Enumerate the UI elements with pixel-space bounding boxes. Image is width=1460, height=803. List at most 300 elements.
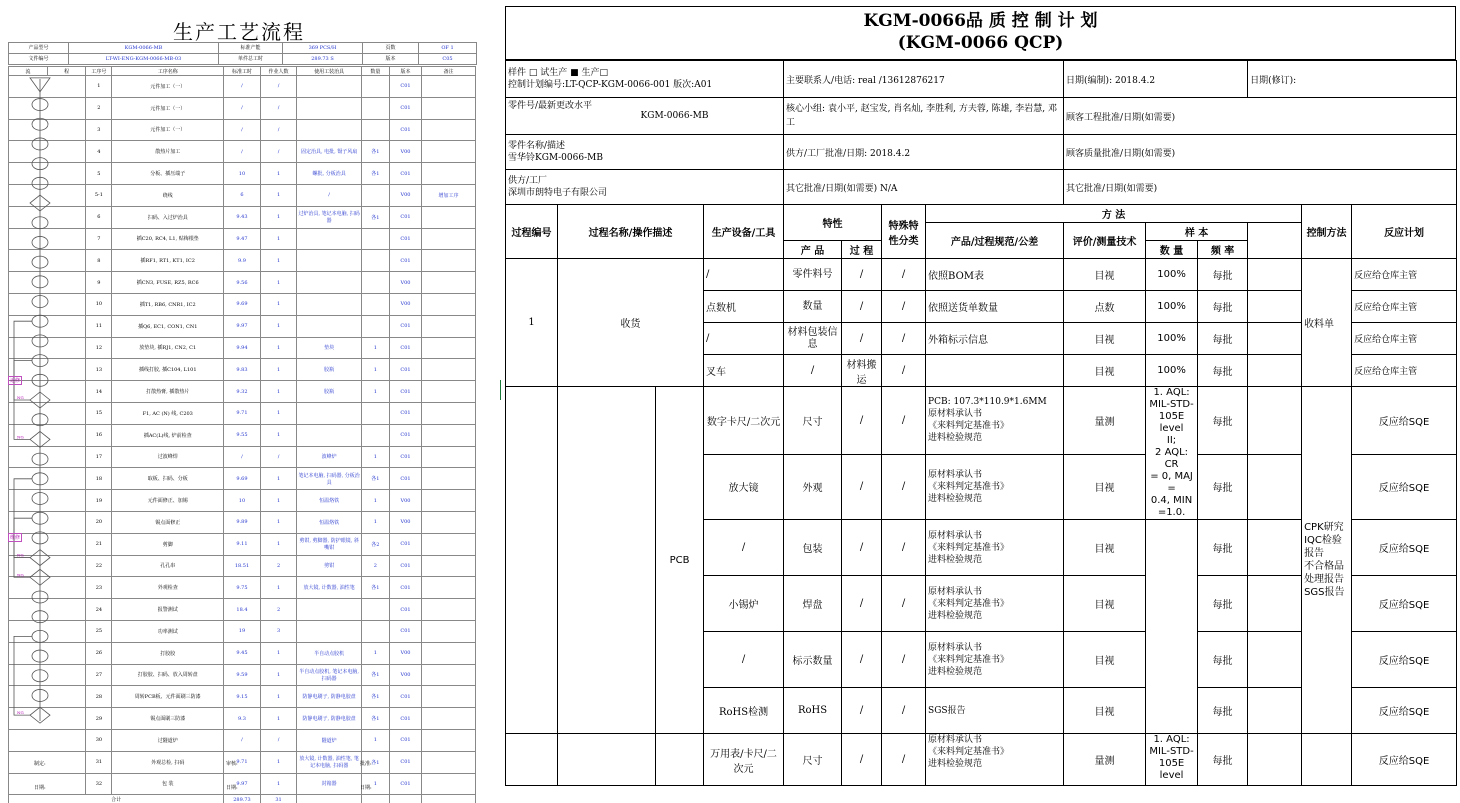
flow-step-cell <box>361 250 389 272</box>
flow-step-cell <box>297 272 362 294</box>
flow-step-cell: 插Q6, EC1, CON1, CN1 <box>112 315 224 337</box>
flow-step-cell: / <box>224 119 261 141</box>
flow-step-cell <box>422 76 476 98</box>
pcb-spec: PCB: 107.3*110.9*1.6MM 原材料承认书 《来料判定基准书》 进料检验规范 <box>926 387 1064 455</box>
flow-step-cell <box>361 620 389 642</box>
flow-step-cell: 元件加工（一） <box>112 97 224 119</box>
flow-step-cell: C01 <box>389 359 421 381</box>
pcb-special: / <box>882 632 926 688</box>
flow-step-cell: 隧道炉 <box>297 729 362 751</box>
receiving-cell: 反应给仓库主管 <box>1352 259 1457 291</box>
receiving-pad <box>1248 259 1302 291</box>
flow-step-cell <box>361 293 389 315</box>
receiving-cell: 反应给仓库主管 <box>1352 323 1457 355</box>
receiving-cell: 点数机 <box>704 291 784 323</box>
pcb-spec: 原材料承认书 《来料判定基准书》 进料检验规范 <box>926 576 1064 632</box>
flow-step-cell: 2 <box>260 599 297 621</box>
pcb-product: 外观 <box>784 454 842 519</box>
flow-step-cell: 增加工序 <box>422 184 476 206</box>
total-empty <box>389 795 421 803</box>
next-product: 尺寸 <box>784 734 842 786</box>
pcb-equip: 数字卡尺/二次元 <box>704 387 784 455</box>
flow-step-cell: 9.15 <box>224 686 261 708</box>
total-label: 合计 <box>9 795 224 803</box>
flow-step-cell: 剪脚 <box>112 533 224 555</box>
flow-step-cell: 9.9 <box>224 250 261 272</box>
flow-step-cell: 恒温烙铁 <box>297 511 362 533</box>
flow-step-cell <box>361 315 389 337</box>
other-appr2-cell: 其它批准/日期(如需要) <box>1064 170 1457 205</box>
flow-step-cell: V00 <box>389 293 421 315</box>
flow-step-cell: / <box>297 184 362 206</box>
flow-step-cell: 报警测试 <box>112 599 224 621</box>
pcb-name-empty <box>558 387 656 734</box>
flow-step-cell: C01 <box>389 424 421 446</box>
flow-step-cell: C01 <box>389 468 421 490</box>
flow-step-cell: 3 <box>86 119 112 141</box>
flow-step-cell: / <box>260 97 297 119</box>
pcb-control: CPK研究 IQC检验报告 不合格品处理报告 SGS报告 <box>1302 387 1352 734</box>
pcb-reaction: 反应给SQE <box>1352 520 1457 576</box>
flow-step-cell <box>361 184 389 206</box>
footer-made: 制定: <box>34 761 46 767</box>
flow-step-cell: C01 <box>389 533 421 555</box>
flow-step-cell: 插CN3, FUSE, RZ5, RC6 <box>112 272 224 294</box>
col-spec: 产品/过程规范/公差 <box>926 223 1064 259</box>
flow-step-cell: C01 <box>389 315 421 337</box>
flow-step-cell: 散热片加工 <box>112 141 224 163</box>
receiving-pad <box>1248 355 1302 387</box>
flow-step-cell: 14 <box>86 381 112 403</box>
qcp-sheet <box>501 6 1460 803</box>
pcb-product: RoHS <box>784 688 842 734</box>
flow-step-cell: C01 <box>389 381 421 403</box>
pcb-aql: 1. AQL: MIL-STD- 105E level II; 2 AQL: CR = 0, MAJ = 0.4, MIN =1.0. <box>1146 387 1198 520</box>
flow-step-cell: 垫块 <box>297 337 362 359</box>
receiving-cell: / <box>704 323 784 355</box>
pcb-spec: SGS报告 <box>926 688 1064 734</box>
info-cell: 369 PCS/H <box>283 43 363 54</box>
flow-step-cell <box>422 577 476 599</box>
pcb-spec: 原材料承认书 《来料判定基准书》 进料检验规范 <box>926 520 1064 576</box>
flow-step-cell: C01 <box>389 686 421 708</box>
flow-step-cell: / <box>224 446 261 468</box>
flow-step-cell: 元件加工（一） <box>112 76 224 98</box>
flow-step-cell <box>422 446 476 468</box>
col-product: 产 品 <box>784 241 842 259</box>
flow-step-row <box>9 773 476 795</box>
flow-step-cell <box>297 402 362 424</box>
flow-step-cell <box>422 359 476 381</box>
receiving-cell: 每批 <box>1198 323 1248 355</box>
flow-step-cell: 2 <box>86 97 112 119</box>
flow-step-cell: 15 <box>86 402 112 424</box>
flow-step-cell <box>422 686 476 708</box>
flow-step-cell <box>422 555 476 577</box>
flow-step-cell: 9.43 <box>224 206 261 228</box>
flow-step-cell: 胶瓶 <box>297 381 362 403</box>
flow-step-cell: 18.51 <box>224 555 261 577</box>
flow-step-cell: 分板、插压端子 <box>112 163 224 185</box>
receiving-pad <box>1248 323 1302 355</box>
ng-label: NG <box>17 572 24 578</box>
flow-step-cell: 2 <box>260 555 297 577</box>
info-cell: 版本 <box>363 54 419 65</box>
flow-step-cell: 20 <box>86 511 112 533</box>
flow-step-cell: 5-1 <box>86 184 112 206</box>
footer-date-3: 日期: <box>360 785 372 791</box>
receiving-cell: 数量 <box>784 291 842 323</box>
flow-step-cell: / <box>224 97 261 119</box>
flow-step-cell: 9.56 <box>224 272 261 294</box>
pcb-freq: 每批 <box>1198 688 1248 734</box>
footer-date-2: 日期: <box>226 785 238 791</box>
flow-header-cell: 流 <box>9 67 48 76</box>
flow-step-cell <box>361 97 389 119</box>
flow-step-cell <box>422 315 476 337</box>
flow-step-cell: 插C20, RC4, L1, 贴梅根垫 <box>112 228 224 250</box>
info-cell: LT-WI-ENG-KGM-0066-MB-03 <box>69 54 219 65</box>
pcb-pad <box>1248 520 1302 576</box>
flow-step-cell: 26 <box>86 642 112 664</box>
flow-step-cell: C01 <box>389 773 421 795</box>
info-cell: C05 <box>419 54 477 65</box>
next-equip: 万用表/卡尺/二次元 <box>704 734 784 786</box>
flow-info-table <box>8 42 477 65</box>
flow-step-cell: C01 <box>389 729 421 751</box>
receiving-cell: 100% <box>1146 291 1198 323</box>
flow-step-cell: 打胶胶、扫码、放入周转盘 <box>112 664 224 686</box>
footer-review: 审核: <box>226 761 238 767</box>
flow-step-cell: 9.69 <box>224 293 261 315</box>
flow-step-cell <box>422 119 476 141</box>
flow-step-cell: 9.71 <box>224 751 261 773</box>
receiving-cell: / <box>882 291 926 323</box>
pcb-no-empty <box>506 387 558 734</box>
flow-step-cell: V00 <box>389 664 421 686</box>
receiving-no: 1 <box>506 259 558 387</box>
flow-step-cell: 9.32 <box>224 381 261 403</box>
date-made-cell: 日期(编制): 2018.4.2 <box>1064 61 1248 98</box>
flow-symbol-cell <box>9 729 48 751</box>
qcp-table <box>505 60 1457 786</box>
receiving-cell: / <box>882 323 926 355</box>
pcb-eval: 目视 <box>1064 576 1146 632</box>
cust-quality-cell: 顾客质量批准/日期(如需要) <box>1064 135 1457 170</box>
col-freq: 频 率 <box>1198 241 1248 259</box>
receiving-cell: 100% <box>1146 259 1198 291</box>
flow-step-cell <box>422 642 476 664</box>
flow-step-cell <box>422 773 476 795</box>
flow-step-cell: 剪钳, 剪脚器, 防护眼镜, 斜嘴钳 <box>297 533 362 555</box>
flow-step-cell: 固定治具, 电批, 镊子风扇 <box>297 141 362 163</box>
flow-step-cell: 各1 <box>361 708 389 730</box>
col-proc-no: 过程编号 <box>506 205 558 259</box>
pcb-special: / <box>882 688 926 734</box>
next-reaction: 反应给SQE <box>1352 734 1457 786</box>
flow-step-cell: C01 <box>389 620 421 642</box>
flow-step-cell <box>361 424 389 446</box>
flow-step-cell <box>297 620 362 642</box>
flow-step-cell <box>422 729 476 751</box>
col-process: 过 程 <box>842 241 882 259</box>
flow-step-cell: 11 <box>86 315 112 337</box>
flow-step-cell <box>297 424 362 446</box>
flow-step-cell: 9 <box>86 272 112 294</box>
flow-step-cell: 28 <box>86 686 112 708</box>
total-people: 31 <box>260 795 297 803</box>
flow-step-cell: 1 <box>260 250 297 272</box>
flow-step-cell: 1 <box>361 729 389 751</box>
pcb-process: / <box>842 576 882 632</box>
flow-step-cell: 29 <box>86 708 112 730</box>
flow-step-cell: V00 <box>389 511 421 533</box>
info-cell: KGM-0066-MB <box>69 43 219 54</box>
flow-step-cell <box>422 751 476 773</box>
flow-step-cell: 21 <box>86 533 112 555</box>
flow-step-cell: 1 <box>361 773 389 795</box>
receiving-cell: 目视 <box>1064 323 1146 355</box>
flow-step-cell: F1, AC (N) 线, C203 <box>112 402 224 424</box>
receiving-cell: / <box>842 323 882 355</box>
receiving-control: 收料单 <box>1302 259 1352 387</box>
pcb-process: / <box>842 454 882 519</box>
next-control <box>1302 734 1352 786</box>
pcb-freq: 每批 <box>1198 632 1248 688</box>
pcb-equip: 放大镜 <box>704 454 784 519</box>
receiving-cell: 依照送货单数量 <box>926 291 1064 323</box>
ng-label: NG <box>17 395 24 400</box>
flow-step-cell: 元件面修正、加锡 <box>112 490 224 512</box>
flow-step-cell <box>422 468 476 490</box>
pcb-product: 焊盘 <box>784 576 842 632</box>
flow-step-cell <box>297 119 362 141</box>
flow-step-cell: C01 <box>389 751 421 773</box>
flow-step-cell: 9.97 <box>224 315 261 337</box>
flow-step-cell: 9.11 <box>224 533 261 555</box>
pcb-freq: 每批 <box>1198 520 1248 576</box>
pcb-process: / <box>842 520 882 576</box>
flow-step-cell <box>422 511 476 533</box>
flow-step-cell: 1 <box>260 424 297 446</box>
flow-step-cell: 1 <box>260 751 297 773</box>
flow-header-cell: 程 <box>47 67 86 76</box>
flow-step-cell: 1 <box>260 337 297 359</box>
flow-step-cell <box>361 402 389 424</box>
pcb-eval: 目视 <box>1064 688 1146 734</box>
plan-number: 控制计划编号:LT-QCP-KGM-0066-001 版次:A01 <box>508 80 713 90</box>
flow-step-cell: 1 <box>260 642 297 664</box>
flow-step-cell: 笔记本电脑, 扫码器, 分板治具 <box>297 468 362 490</box>
flow-step-cell: 过波峰焊 <box>112 446 224 468</box>
next-row <box>506 734 1457 786</box>
ng-label: NG <box>17 552 24 558</box>
col-sample-pad <box>1248 223 1302 241</box>
flow-step-cell: 1 <box>361 446 389 468</box>
flow-step-cell: 9.45 <box>224 642 261 664</box>
flow-step-cell: / <box>224 141 261 163</box>
flow-step-cell: 24 <box>86 599 112 621</box>
flow-step-cell: 12 <box>86 337 112 359</box>
col-char: 特性 <box>784 205 882 241</box>
pcb-pad <box>1248 454 1302 519</box>
flow-step-cell: 9.3 <box>224 708 261 730</box>
info-cell: 文件编号 <box>9 54 69 65</box>
flow-step-cell: 功率测试 <box>112 620 224 642</box>
flow-step-cell: 1 <box>260 490 297 512</box>
flow-step-cell <box>422 533 476 555</box>
pcb-special: / <box>882 576 926 632</box>
flow-step-cell: 1 <box>361 511 389 533</box>
footer-approve: 批准: <box>360 761 372 767</box>
flow-step-cell: / <box>260 141 297 163</box>
flow-step-cell: 防静电刷子, 防静电胶盘 <box>297 686 362 708</box>
part-no-label: 零件号/最新更改水平 <box>508 101 593 111</box>
receiving-cell: 零件料号 <box>784 259 842 291</box>
supplier-appr-cell: 供方/工厂批准/日期: 2018.4.2 <box>784 135 1064 170</box>
next-freq: 每批 <box>1198 734 1248 786</box>
next-aql: 1. AQL: MIL-STD- 105E level <box>1146 734 1198 786</box>
pcb-special: / <box>882 454 926 519</box>
receiving-cell: 每批 <box>1198 291 1248 323</box>
receiving-cell: 目视 <box>1064 355 1146 387</box>
flow-step-cell: C01 <box>389 163 421 185</box>
flowchart-symbols <box>8 75 80 725</box>
flow-step-cell: 1 <box>260 577 297 599</box>
flow-step-cell: 各1 <box>361 206 389 228</box>
pcb-pad <box>1248 688 1302 734</box>
flow-step-cell: V00 <box>389 141 421 163</box>
receiving-cell: 100% <box>1146 323 1198 355</box>
flow-step-cell <box>361 119 389 141</box>
total-empty <box>422 795 476 803</box>
receiving-cell: / <box>784 355 842 387</box>
flow-step-cell: 9.83 <box>224 359 261 381</box>
flow-step-cell: 半自动点胶机 <box>297 642 362 664</box>
flow-step-cell: 4 <box>86 141 112 163</box>
info-cell: 单件总工时 <box>219 54 283 65</box>
flow-step-cell: 16 <box>86 424 112 446</box>
flow-step-row <box>9 751 476 773</box>
flow-step-cell: 10 <box>224 490 261 512</box>
pcb-spec: 原材料承认书 《来料判定基准书》 进料检验规范 <box>926 632 1064 688</box>
flow-step-cell <box>422 293 476 315</box>
pcb-reaction: 反应给SQE <box>1352 632 1457 688</box>
pcb-qty-empty <box>1146 520 1198 734</box>
info-row <box>9 54 477 65</box>
flow-step-cell: 打胶胶 <box>112 642 224 664</box>
flow-step-cell: 插T1, RB6, CNR1, IC2 <box>112 293 224 315</box>
next-eval: 量测 <box>1064 734 1146 786</box>
flow-step-cell: 过炉治具, 笔记本电脑, 扫码器 <box>297 206 362 228</box>
flow-step-cell: 1 <box>260 315 297 337</box>
flow-step-cell: 锡点面刷三防漆 <box>112 708 224 730</box>
flow-symbol-cell <box>47 773 86 795</box>
flow-step-cell <box>422 141 476 163</box>
rework-label: 返修 <box>10 378 21 384</box>
flow-step-cell: 锡点面修正 <box>112 511 224 533</box>
receiving-pad <box>1248 291 1302 323</box>
flow-step-cell <box>361 228 389 250</box>
receiving-cell: / <box>842 259 882 291</box>
flow-step-cell: 1 <box>361 381 389 403</box>
contact-cell: 主要联系人/电话: real /13612876217 <box>784 61 1064 98</box>
flow-step-cell: 9.75 <box>224 577 261 599</box>
flow-step-cell: 1 <box>260 228 297 250</box>
flow-step-cell <box>422 228 476 250</box>
flow-step-cell: 3 <box>260 620 297 642</box>
flow-step-cell: 9.47 <box>224 228 261 250</box>
pcb-freq: 每批 <box>1198 387 1248 455</box>
flow-step-cell: 13 <box>86 359 112 381</box>
flow-step-cell: 剪钳 <box>297 555 362 577</box>
pcb-freq: 每批 <box>1198 576 1248 632</box>
flow-header-cell: 作业人数 <box>260 67 297 76</box>
flow-step-cell <box>422 664 476 686</box>
flow-step-cell: 1 <box>260 533 297 555</box>
flow-step-cell <box>422 381 476 403</box>
pcb-reaction: 反应给SQE <box>1352 688 1457 734</box>
footer-date-1: 日期: <box>34 785 46 791</box>
flow-step-cell: 过隧道炉 <box>112 729 224 751</box>
flow-step-cell: 扫码、入过炉治具 <box>112 206 224 228</box>
receiving-cell: 叉车 <box>704 355 784 387</box>
part-no-cell <box>506 98 784 135</box>
pcb-product: 包装 <box>784 520 842 576</box>
flow-step-cell: 31 <box>86 751 112 773</box>
flow-header-cell: 标准工时 <box>224 67 261 76</box>
repair-label: 维修 <box>10 535 21 541</box>
flow-step-cell <box>422 599 476 621</box>
receiving-cell: / <box>882 355 926 387</box>
flow-step-cell: C01 <box>389 708 421 730</box>
pcb-equip: / <box>704 632 784 688</box>
flow-header-cell: 数量 <box>361 67 389 76</box>
info-cell: 页数 <box>363 43 419 54</box>
flow-step-cell: 9.69 <box>224 468 261 490</box>
flow-step-cell: 10 <box>86 293 112 315</box>
pcb-reaction: 反应给SQE <box>1352 387 1457 455</box>
flow-step-cell: 打散热膏, 插散热片 <box>112 381 224 403</box>
flow-step-cell <box>297 97 362 119</box>
pcb-product: 尺寸 <box>784 387 842 455</box>
flow-step-cell: 1 <box>361 490 389 512</box>
pcb-eval: 目视 <box>1064 454 1146 519</box>
flow-step-cell: 1 <box>86 76 112 98</box>
flow-step-cell: 32 <box>86 773 112 795</box>
flow-step-cell: 波峰炉 <box>297 446 362 468</box>
pcb-pad <box>1248 632 1302 688</box>
flow-step-cell: 1 <box>361 337 389 359</box>
flow-step-cell: 9.94 <box>224 337 261 359</box>
info-cell: OF 1 <box>419 43 477 54</box>
pcb-process: / <box>842 688 882 734</box>
flow-header-cell: 工序号 <box>86 67 112 76</box>
flow-header-cell: 使用工装治具 <box>297 67 362 76</box>
flow-step-cell <box>297 315 362 337</box>
process-flow-sheet <box>0 0 478 803</box>
flow-step-cell <box>361 76 389 98</box>
flow-step-cell: 9.59 <box>224 664 261 686</box>
flow-step-cell: 18.4 <box>224 599 261 621</box>
col-equip: 生产设备/工具 <box>704 205 784 259</box>
next-pad <box>1248 734 1302 786</box>
flow-step-cell: C01 <box>389 119 421 141</box>
flow-step-cell: 30 <box>86 729 112 751</box>
flow-step-cell: 各1 <box>361 577 389 599</box>
flow-step-cell: C01 <box>389 97 421 119</box>
part-name-cell: 零件名称/描述 雪华铃KGM-0066-MB <box>506 135 784 170</box>
